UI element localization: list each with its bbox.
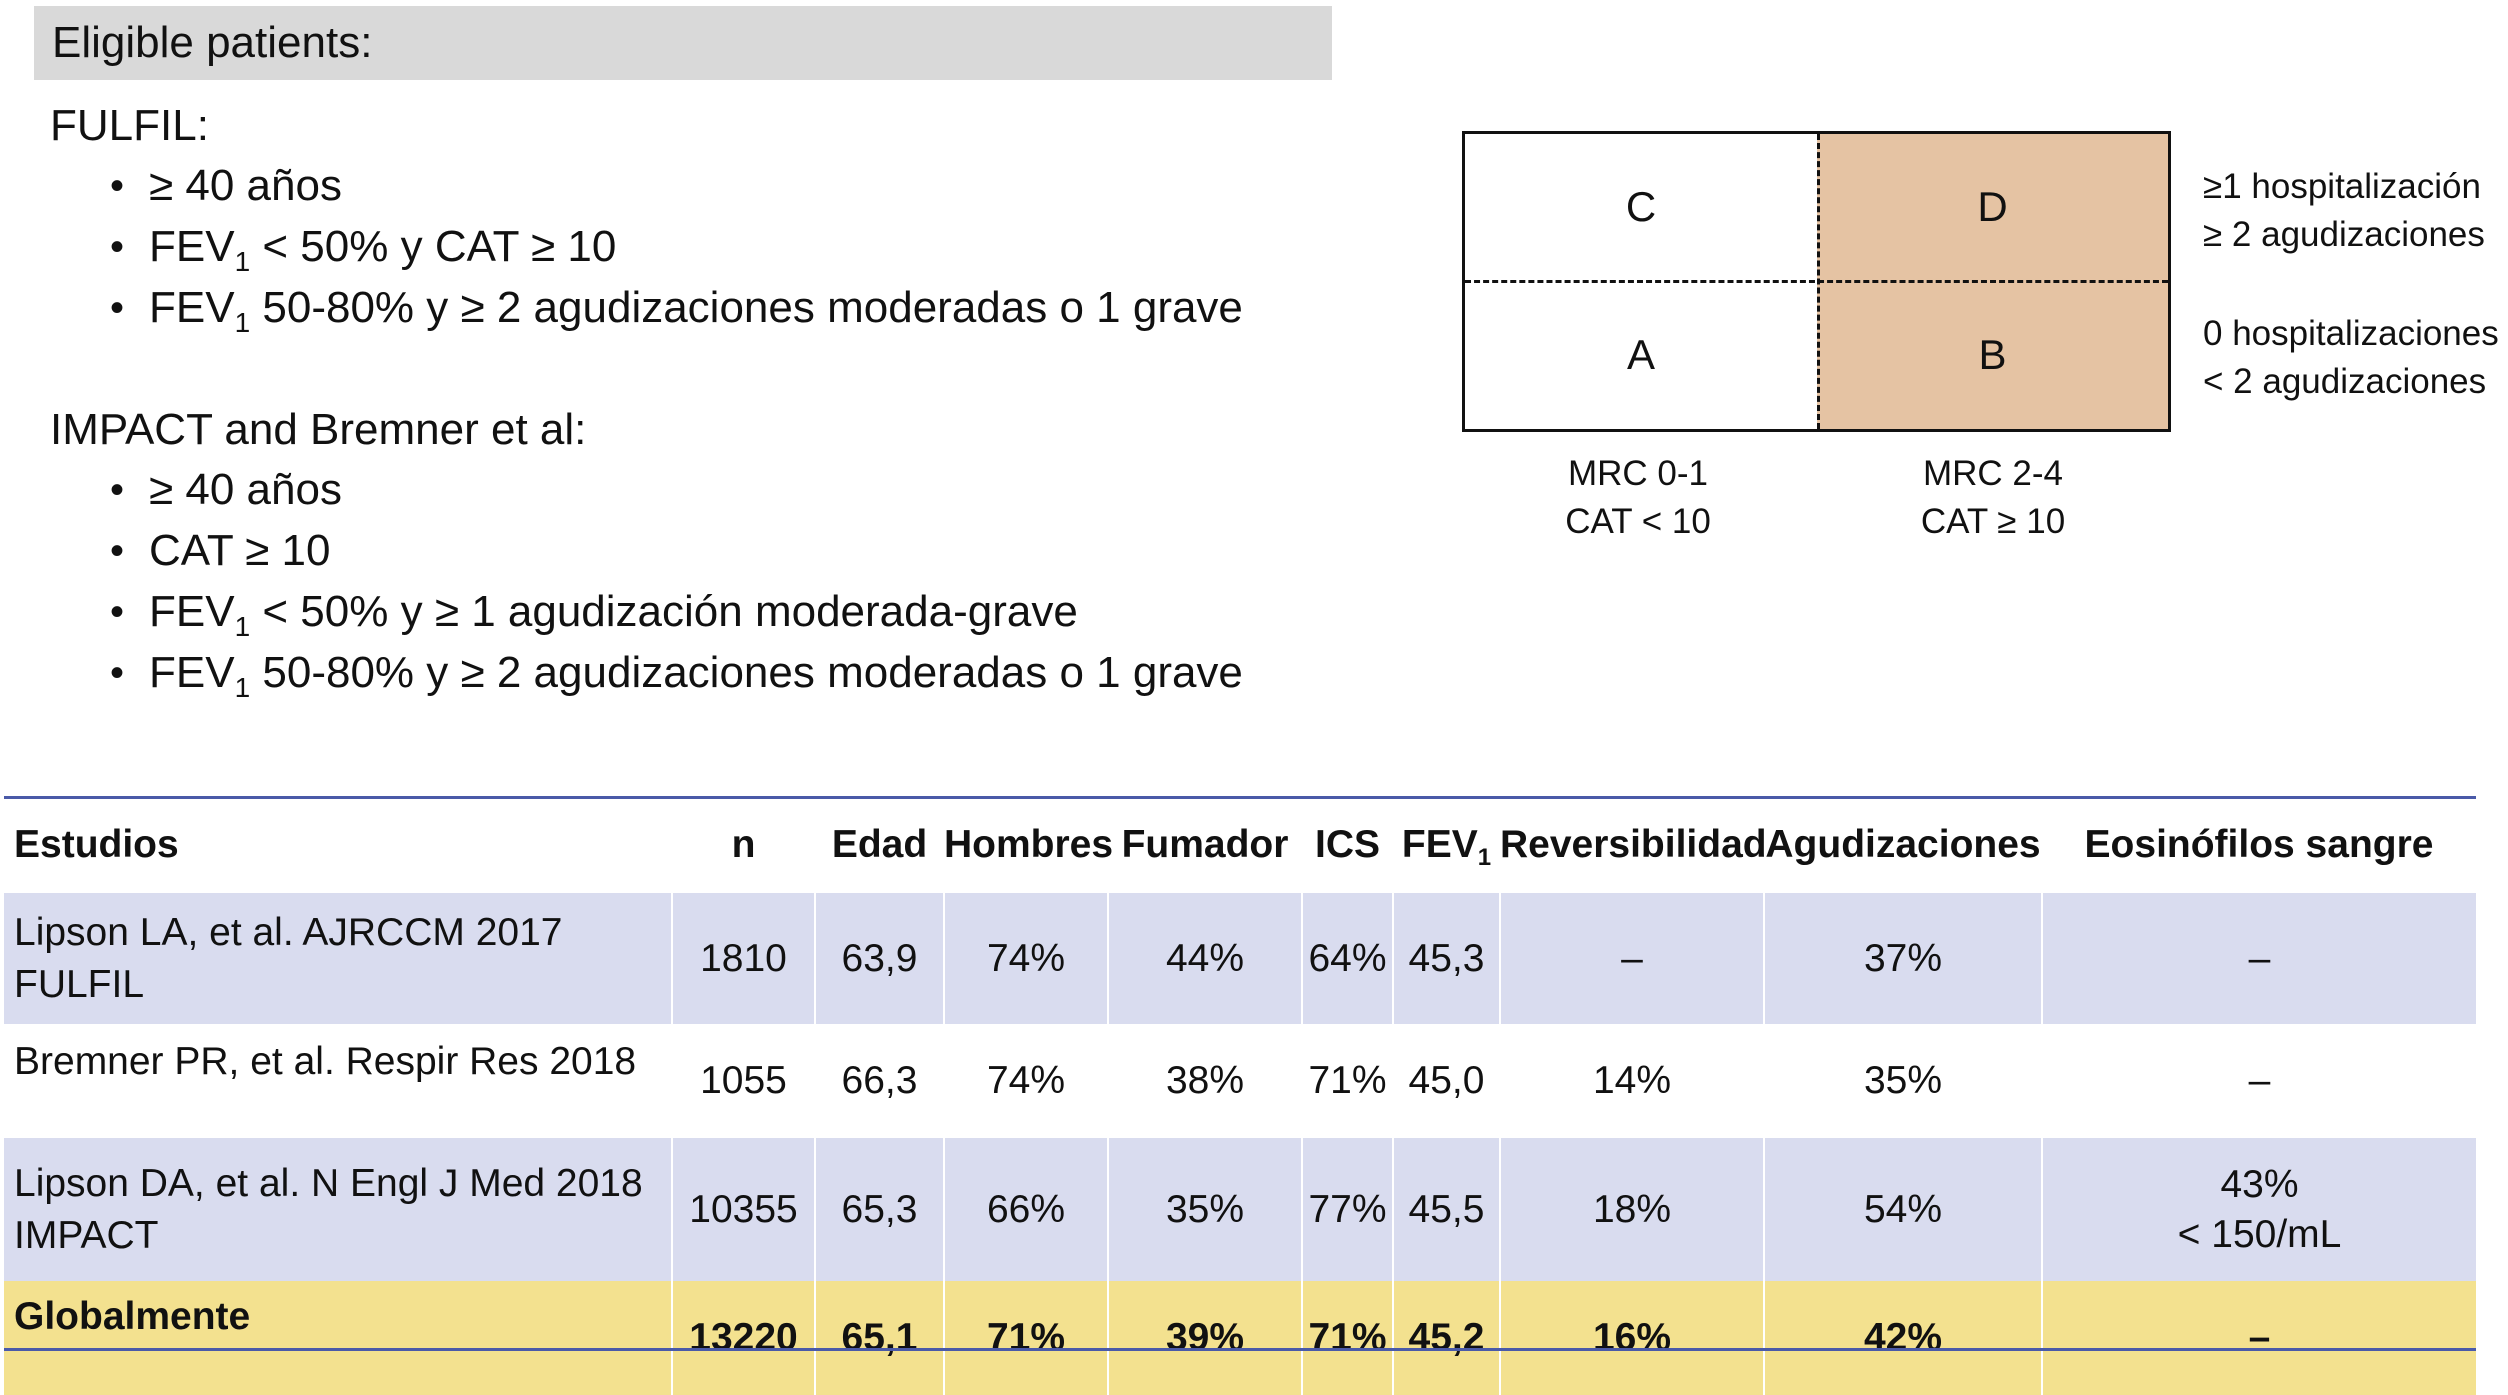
study-cell: Lipson LA, et al. AJRCCM 2017 FULFIL xyxy=(4,892,672,1024)
eosinophils-cell: – xyxy=(2042,1281,2476,1395)
n-cell: 1055 xyxy=(672,1024,815,1138)
age-cell: 65,3 xyxy=(815,1138,944,1281)
smoker-cell: 39% xyxy=(1108,1281,1302,1395)
men-cell: 74% xyxy=(944,1024,1108,1138)
fulfil-heading: FULFIL: xyxy=(50,101,209,150)
ics-cell: 71% xyxy=(1302,1024,1393,1138)
age-cell: 65,1 xyxy=(815,1281,944,1395)
impact-list xyxy=(50,461,1243,705)
smoker-cell: 38% xyxy=(1108,1024,1302,1138)
exacerbations-cell: 54% xyxy=(1764,1138,2042,1281)
reversibility-cell: – xyxy=(1500,892,1764,1024)
n-cell: 1810 xyxy=(672,892,815,1024)
study-cell: Bremner PR, et al. Respir Res 2018 xyxy=(4,1024,672,1138)
col-header-n: n xyxy=(672,799,815,892)
col-header-smoker: Fumador xyxy=(1108,799,1302,892)
col-header-fev1: $FEV_1$ xyxy=(1393,799,1500,892)
studies-table xyxy=(4,799,2476,1395)
age-cell: 63,9 xyxy=(815,892,944,1024)
reversibility-cell: 18% xyxy=(1500,1138,1764,1281)
exacerbations-cell: 35% xyxy=(1764,1024,2042,1138)
fulfil-item: • ≥ 40 años xyxy=(50,157,1243,218)
table-header-row xyxy=(4,799,2476,892)
fulfil-criteria xyxy=(50,95,1243,340)
col-header-studies: Estudios xyxy=(4,799,672,892)
col-header-age: Edad xyxy=(815,799,944,892)
gold-cell-c: C xyxy=(1625,183,1657,230)
smoker-cell: 35% xyxy=(1108,1138,1302,1281)
gold-cell-a: A xyxy=(1626,330,1655,378)
ics-cell: 77% xyxy=(1302,1138,1393,1281)
impact-item: • CAT ≥ 10 xyxy=(50,522,1243,583)
exacerbations-cell: 42% xyxy=(1764,1281,2042,1395)
fulfil-item: • $FEV_1 < 50\%$ y CAT ≥ 10 xyxy=(50,218,1243,279)
men-cell: 66% xyxy=(944,1138,1108,1281)
men-cell: 71% xyxy=(944,1281,1108,1395)
eligible-patients-heading: Eligible patients: xyxy=(34,6,1332,80)
col-header-exacerbations: Agudizaciones xyxy=(1764,799,2042,892)
fev1-cell: 45,2 xyxy=(1393,1281,1500,1395)
col-header-men: Hombres xyxy=(944,799,1108,892)
high-symptoms-label: MRC 2-4 CAT ≥ 10 xyxy=(1920,454,2066,541)
col-header-reversibility: Reversibilidad xyxy=(1500,799,1764,892)
grid-horizontal-divider xyxy=(1465,280,2168,283)
men-cell: 74% xyxy=(944,892,1108,1024)
eosinophils-cell: – xyxy=(2042,892,2476,1024)
impact-criteria xyxy=(50,399,1243,705)
ics-cell: 71% xyxy=(1302,1281,1393,1395)
n-cell: 13220 xyxy=(672,1281,815,1395)
table-row xyxy=(4,892,2476,1024)
n-cell: 10355 xyxy=(672,1138,815,1281)
reversibility-cell: 16% xyxy=(1500,1281,1764,1395)
eosinophils-cell: – xyxy=(2042,1024,2476,1138)
fulfil-item: • $FEV_1$ 50-80% y ≥ 2 agudizaciones moderadas o 1 grave xyxy=(50,279,1243,340)
fev1-cell: 45,0 xyxy=(1393,1024,1500,1138)
low-risk-label: 0 hospitalizaciones < 2 agudizaciones xyxy=(2203,314,2499,401)
table-bottom-rule xyxy=(4,1348,2476,1351)
fev1-cell: 45,5 xyxy=(1393,1138,1500,1281)
impact-item: • $FEV_1$ 50-80% y ≥ 2 agudizaciones moderadas o 1 grave xyxy=(50,644,1243,705)
ics-cell: 64% xyxy=(1302,892,1393,1024)
table-row xyxy=(4,1138,2476,1281)
exacerbations-cell: 37% xyxy=(1764,892,2042,1024)
gold-cell-d: D xyxy=(1817,134,2168,280)
total-label-cell: Globalmente xyxy=(4,1281,672,1395)
eosinophils-cell: 43% < 150/mL xyxy=(2042,1138,2476,1281)
fev1-cell: 45,3 xyxy=(1393,892,1500,1024)
reversibility-cell: 14% xyxy=(1500,1024,1764,1138)
high-risk-label: ≥1 hospitalización ≥ 2 agudizaciones xyxy=(2203,167,2485,254)
smoker-cell: 44% xyxy=(1108,892,1302,1024)
table-row xyxy=(4,1024,2476,1138)
col-header-ics: ICS xyxy=(1302,799,1393,892)
table-total-row xyxy=(4,1281,2476,1395)
col-header-eosinophils: Eosinófilos sangre xyxy=(2042,799,2476,892)
impact-item: • $FEV_1 < 50\%$ y ≥ 1 agudización moderada-grave xyxy=(50,583,1243,644)
study-cell: Lipson DA, et al. N Engl J Med 2018 IMPACT xyxy=(4,1138,672,1281)
impact-item: • ≥ 40 años xyxy=(50,461,1243,522)
fulfil-list xyxy=(50,157,1243,340)
gold-cell-b: B xyxy=(1817,280,2168,429)
impact-heading: IMPACT and Bremner et al: xyxy=(50,405,587,454)
low-symptoms-label: MRC 0-1 CAT < 10 xyxy=(1565,454,1711,541)
gold-abcd-grid xyxy=(1462,131,2171,432)
age-cell: 66,3 xyxy=(815,1024,944,1138)
